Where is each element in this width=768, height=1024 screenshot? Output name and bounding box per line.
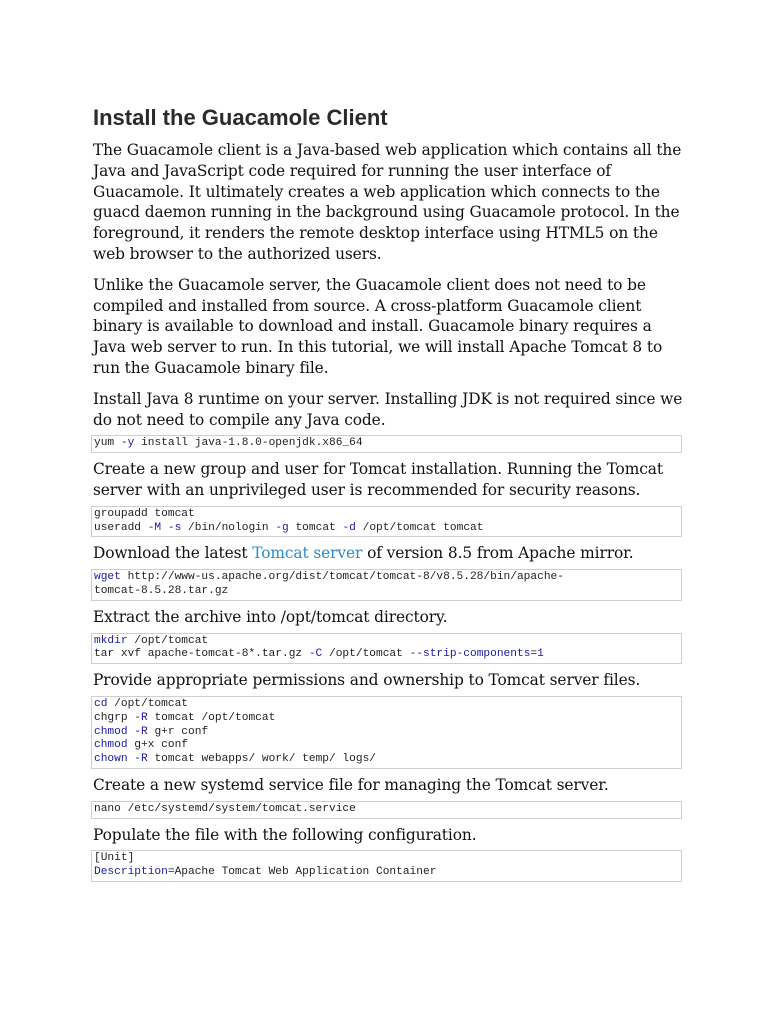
code-token: -d: [342, 521, 356, 534]
code-token: chmod: [94, 739, 128, 752]
code-token: g+r conf: [147, 725, 209, 738]
populate-paragraph: Populate the file with the following configuration.: [93, 825, 477, 844]
download-paragraph: [93, 543, 683, 564]
code-token: tomcat: [288, 521, 343, 534]
code-token: -R: [134, 725, 148, 738]
code-block-permissions: [91, 696, 682, 769]
code-token: /opt/tomcat: [107, 697, 189, 710]
tomcat-server-link[interactable]: Tomcat server: [252, 544, 363, 563]
code-token: tar xvf apache-tomcat-8*.tar.gz: [94, 648, 309, 661]
download-text: Download the latest: [93, 544, 253, 563]
code-token: mkdir: [94, 634, 128, 647]
section-heading: Install the Guacamole Client: [93, 105, 388, 130]
code-token: yum: [94, 437, 115, 450]
code-block-group: [91, 506, 682, 538]
code-token: useradd: [94, 521, 148, 534]
code-token: chmod: [94, 725, 128, 738]
code-token: tomcat /opt/tomcat: [147, 711, 276, 724]
code-token: install java-1.8.0-openjdk.x86_64: [134, 437, 363, 450]
download-text: of version 8.5 from Apache mirror.: [362, 544, 634, 563]
code-token: g+x conf: [127, 739, 189, 752]
code-block-unit: [91, 850, 682, 882]
code-token: Description: [94, 866, 168, 879]
code-token: /opt/tomcat: [322, 648, 410, 661]
permissions-paragraph: Provide appropriate permissions and ownership to Tomcat server files.: [93, 671, 641, 690]
code-token: -y: [120, 437, 135, 450]
code-token: wget: [94, 571, 121, 584]
code-token: Apache Tomcat Web Application Container: [174, 866, 437, 879]
code-block-extract: [91, 633, 682, 665]
unlike-paragraph: Unlike the Guacamole server, the Guacamole client does not need to be compiled and installed from source. A cross-platform Guacamole client binary is available to download and install. Guacamole binary requires a Java web server to run. In this tutorial, we will install Apache Tomcat 8 to run the Guacamole binary file.: [93, 275, 663, 377]
code-block-java: [91, 435, 682, 453]
code-token: 1: [537, 648, 544, 661]
code-token: tomcat-8.5.28.tar.gz: [94, 584, 229, 597]
code-block-nano: nano /etc/systemd/system/tomcat.service: [91, 801, 682, 819]
code-token: tomcat webapps/ work/ temp/ logs/: [147, 753, 376, 766]
code-token: groupadd tomcat: [94, 507, 195, 520]
code-token: http://www-us.apache.org/dist/tomcat/tomcat-8/v8.5.28/bin/apache-: [120, 571, 564, 584]
extract-paragraph: Extract the archive into /opt/tomcat directory.: [93, 607, 448, 626]
code-token: /bin/nologin: [181, 521, 276, 534]
code-token: =: [167, 866, 175, 879]
code-token: [Unit]: [94, 852, 135, 865]
java-paragraph: Install Java 8 runtime on your server. Installing JDK is not required since we do not need to compile any Java code.: [93, 389, 683, 429]
code-token: /opt/tomcat tomcat: [355, 521, 484, 534]
code-token: -R: [134, 753, 148, 766]
code-token: -s: [167, 521, 182, 534]
code-token: /opt/tomcat: [127, 634, 209, 647]
code-token: -g: [275, 521, 289, 534]
intro-paragraph: The Guacamole client is a Java-based web application which contains all the Java and JavaScript code required for running the user interface of Guacamole. It ultimately creates a web application which connects to the guacd daemon running in the background using Guacamole protocol. In the foreground, it renders the remote desktop interface using HTML5 on the web browser to the authorized users.: [93, 141, 682, 263]
code-token: cd: [94, 697, 108, 710]
code-token: -M: [147, 521, 162, 534]
group-paragraph: Create a new group and user for Tomcat installation. Running the Tomcat server with an unprivileged user is recommended for security reasons.: [93, 460, 663, 499]
systemd-paragraph: Create a new systemd service file for managing the Tomcat server.: [93, 775, 609, 794]
code-token: -R: [134, 711, 148, 724]
code-token: --strip-components: [409, 648, 531, 661]
code-token: =: [530, 648, 538, 661]
code-block-wget: [91, 569, 682, 601]
document-page: [93, 104, 683, 888]
code-token: chgrp: [94, 711, 135, 724]
code-token: -C: [308, 648, 323, 661]
code-token: chown: [94, 753, 128, 766]
